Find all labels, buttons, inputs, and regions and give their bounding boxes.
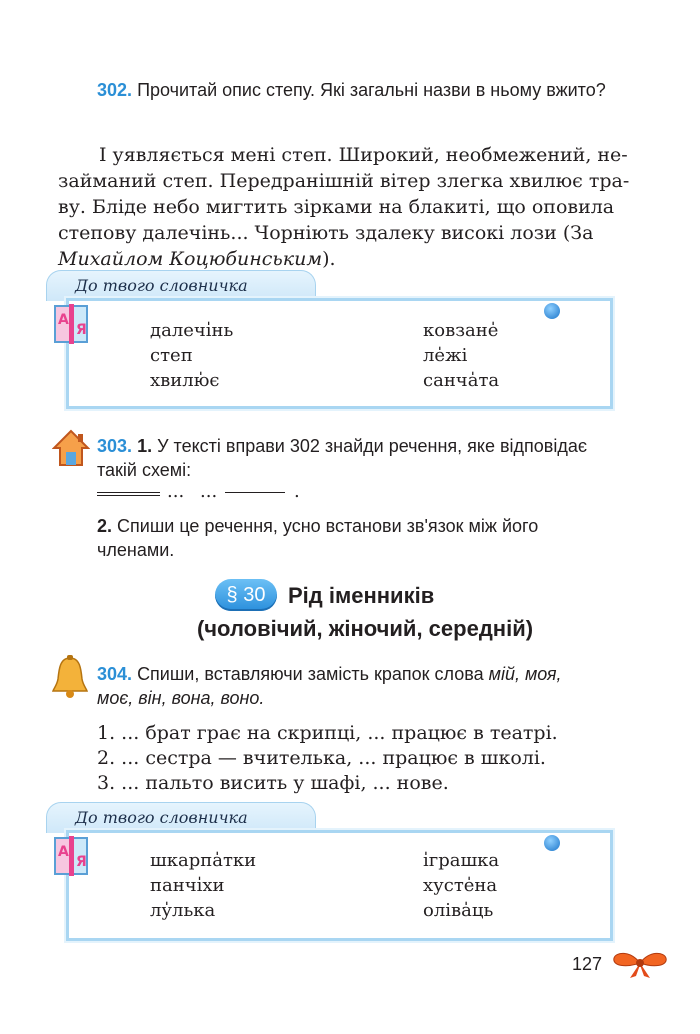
ex303-line-2: такій схемі: [97, 460, 192, 480]
vocab2-left-1: шкарпа̍тки [150, 850, 257, 871]
vocab2-left-3: лу̍лька [150, 900, 216, 921]
ex302-text-line-2: займаний степ. Передранішній вітер злегка хвилює тра- [58, 170, 630, 192]
vocab2-right-1: і̍грашка [423, 850, 500, 871]
ex304-sentence-3: 3. ... пальто висить у шафі, ... нове. [97, 772, 449, 794]
house-icon [52, 428, 90, 468]
schema-dots-2: ... [200, 481, 218, 502]
vocab2-right-2: хусте̍на [423, 875, 498, 896]
ex304-task-words-2: моє, він, вона, воно. [97, 688, 265, 708]
ex304-sentence-2: 2. ... сестра — вчителька, ... працює в школі. [97, 747, 546, 769]
schema-predicate-line [225, 492, 285, 493]
page-number: 127 [572, 954, 603, 974]
vocab2-right-3: оліва̍ць [423, 900, 494, 921]
bow-ornament-icon [612, 946, 668, 980]
ex303-part2-text: Спиши це речення, усно встанови зв'язок між його [117, 516, 539, 536]
schema-dots-1: ... [167, 481, 185, 502]
blue-dot-icon [544, 835, 560, 851]
ex302-author: Михайлом Коцюбинським [58, 248, 323, 270]
ex304-task-words-1: мій, моя, [488, 664, 562, 684]
ex302-author-tail: ). [322, 248, 336, 270]
vocab2-left-2: панчі̍хи [150, 875, 225, 896]
section-badge: § 30 [215, 579, 277, 611]
ex303-part2-line-2: членами. [97, 540, 175, 560]
ex304-task-line-1 [97, 662, 562, 686]
ex304-task-line-2 [97, 686, 264, 710]
vocab1-left-3: хвилю̍є [150, 370, 220, 391]
vocab1-right-3: санча̍та [423, 370, 500, 391]
vocab2-title: До твого словничка [46, 802, 316, 833]
ex303-line-1 [97, 434, 587, 458]
book-icon [52, 302, 92, 346]
vocab1-right-1: ковзане̍ [423, 320, 499, 341]
ex304-task-text: Спиши, вставляючи замість крапок слова [137, 664, 484, 684]
sentence-schema [97, 483, 327, 503]
ex303-part2 [97, 514, 538, 538]
vocab1-box [66, 298, 613, 409]
ex304-sentence-1: 1. ... брат грає на скрипці, ... працює в театрі. [97, 722, 558, 744]
svg-text:А: А [58, 312, 69, 328]
ex303-number: 303. [97, 436, 133, 456]
svg-text:Я: Я [76, 854, 87, 870]
ex302-task-text: Прочитай опис степу. Які загальні назви в ньому вжито? [137, 80, 606, 100]
vocab1-left-2: степ [150, 345, 193, 366]
ex302-text-line-3: ву. Бліде небо мигтить зірками на блакиті, що оповила [58, 196, 615, 218]
ex304-number: 304. [97, 664, 133, 684]
ex303-part1-text: У тексті вправи 302 знайди речення, яке відповідає [157, 436, 588, 456]
schema-end: . [294, 481, 300, 502]
ex303-part1-number: 1. [137, 436, 153, 456]
vocab2-box [66, 830, 613, 941]
vocab1-right-2: ле̍жі [423, 345, 468, 366]
section-subtitle: (чоловічий, жіночий, середній) [196, 616, 534, 641]
ex302-text-line-1: І уявляється мені степ. Широкий, необмежений, не- [99, 144, 628, 166]
ex302-task [97, 78, 617, 102]
ex302-number: 302. [97, 80, 133, 100]
schema-subject-line [97, 492, 160, 496]
ex302-text-line-5 [58, 247, 336, 272]
svg-text:А: А [58, 844, 69, 860]
ex302-text-line-4: степову далечінь... Чорніють здалеку високі лози (За [58, 222, 594, 244]
vocab1-left-1: далечі̍нь [150, 320, 234, 341]
vocab1-title: До твого словничка [46, 270, 316, 301]
book-icon [52, 834, 92, 878]
svg-text:Я: Я [76, 322, 87, 338]
bell-icon [50, 655, 90, 699]
blue-dot-icon [544, 303, 560, 319]
section-title: Рід іменників [288, 583, 435, 608]
ex303-part2-number: 2. [97, 516, 113, 536]
